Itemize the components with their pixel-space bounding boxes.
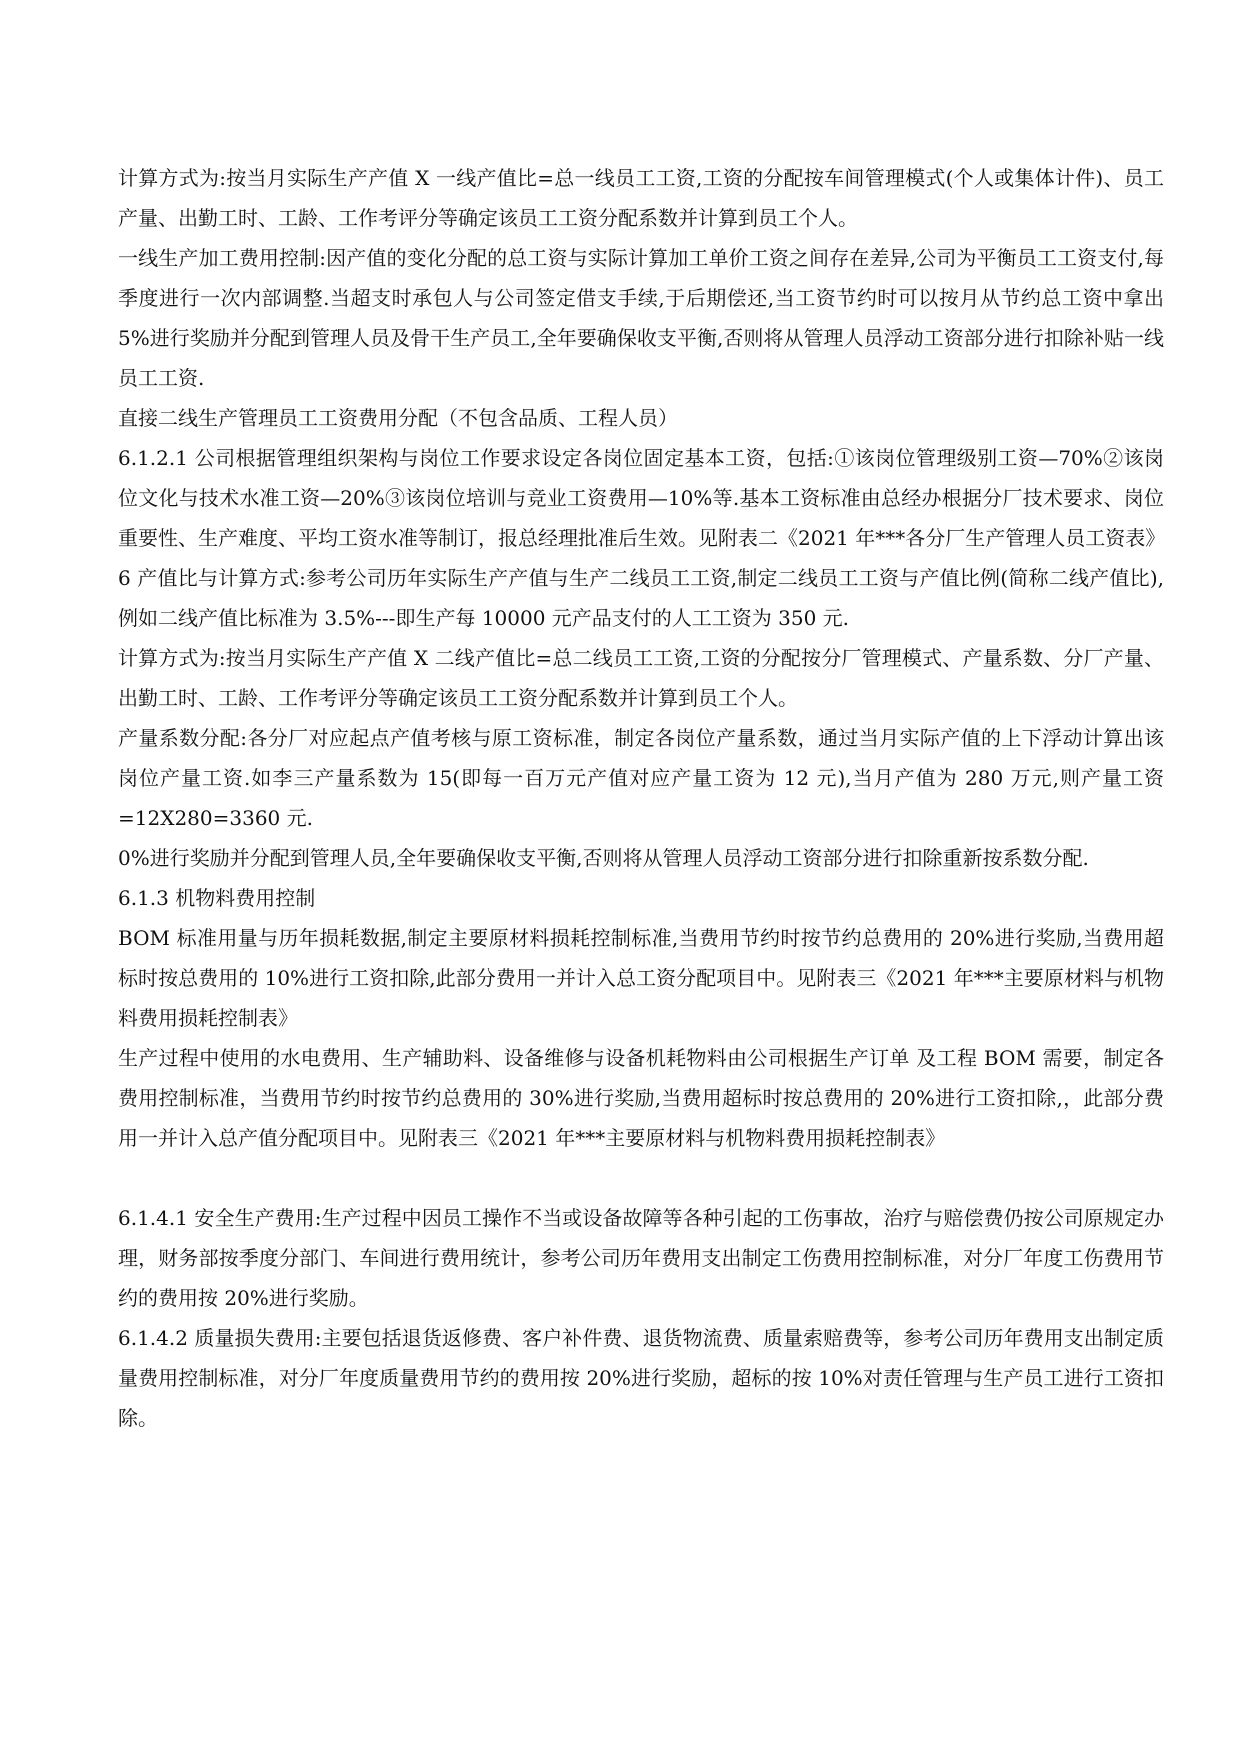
paragraph-output-coefficient: 产量系数分配:各分厂对应起点产值考核与原工资标准，制定各岗位产量系数，通过当月实际产值的上下浮动计算出该岗位产量工资.如李三产量系数为 15(即每一百万元产值对应产量工资为 12 元),当月产值为 280 万元,则产量工资=12X280=3360 元. [118, 726, 1164, 830]
paragraph-reward-allocation: 0%进行奖励并分配到管理人员,全年要确保收支平衡,否则将从管理人员浮动工资部分进行扣除重新按系数分配. [118, 846, 1089, 870]
section-heading-6-1-3: 6.1.3 机物料费用控制 [118, 886, 316, 910]
paragraph-6-1-4-1: 6.1.4.1 安全生产费用:生产过程中因员工操作不当或设备故障等各种引起的工伤事故，治疗与赔偿费仍按公司原规定办理，财务部按季度分部门、车间进行费用统计，参考公司历年费用支出制定工伤费用控制标准，对分厂年度工伤费用节约的费用按 20%进行奖励。 [118, 1206, 1164, 1310]
document-body [118, 158, 1164, 1438]
paragraph-6-1-4-2: 6.1.4.2 质量损失费用:主要包括退货返修费、客户补件费、退货物流费、质量索赔费等，参考公司历年费用支出制定质量费用控制标准，对分厂年度质量费用节约的费用按 20%进行奖励，超标的按 10%对责任管理与生产员工进行工资扣除。 [118, 1326, 1164, 1430]
paragraph-calc-method-line2: 计算方式为:按当月实际生产产值 X 二线产值比=总二线员工工资,工资的分配按分厂管理模式、产量系数、分厂产量、出勤工时、工龄、工作考评分等确定该员工工资分配系数并计算到员工个人。 [118, 646, 1164, 710]
paragraph-calc-method-line1: 计算方式为:按当月实际生产产值 X 一线产值比=总一线员工工资,工资的分配按车间管理模式(个人或集体计件)、员工产量、出勤工时、工龄、工作考评分等确定该员工工资分配系数并计算到员工个人。 [118, 166, 1164, 230]
paragraph-bom-standard: BOM 标准用量与历年损耗数据,制定主要原材料损耗控制标准,当费用节约时按节约总费用的 20%进行奖励,当费用超标时按总费用的 10%进行工资扣除,此部分费用一并计入总工资分配项目中。见附表三《2021 年***主要原材料与机物料费用损耗控制表》 [118, 926, 1164, 1030]
paragraph-line1-cost-control: 一线生产加工费用控制:因产值的变化分配的总工资与实际计算加工单价工资之间存在差异,公司为平衡员工工资支付,每季度进行一次内部调整.当超支时承包人与公司签定借支手续,于后期偿还,当工资节约时可以按月从节约总工资中拿出 5%进行奖励并分配到管理人员及骨干生产员工,全年要确保收支平衡,否则将从管理人员浮动工资部分进行扣除补贴一线员工工资. [118, 246, 1164, 390]
blank-line [118, 1158, 1164, 1198]
paragraph-6-1-2-1: 6.1.2.1 公司根据管理组织架构与岗位工作要求设定各岗位固定基本工资，包括:①该岗位管理级别工资—70%②该岗位文化与技术水准工资—20%③该岗位培训与竞业工资费用—10%等.基本工资标准由总经办根据分厂技术要求、岗位重要性、生产难度、平均工资水准等制订，报总经理批准后生效。见附表二《2021 年***各分厂生产管理人员工资表》 [118, 446, 1166, 550]
paragraph-output-ratio: 6 产值比与计算方式:参考公司历年实际生产产值与生产二线员工工资,制定二线员工工资与产值比例(简称二线产值比),例如二线产值比标准为 3.5%---即生产每 10000 元产品支付的人工工资为 350 元. [118, 566, 1164, 630]
paragraph-line2-salary-heading: 直接二线生产管理员工工资费用分配（不包含品质、工程人员） [118, 406, 678, 430]
paragraph-utilities-cost: 生产过程中使用的水电费用、生产辅助料、设备维修与设备机耗物料由公司根据生产订单 及工程 BOM 需要，制定各费用控制标准，当费用节约时按节约总费用的 30%进行奖励,当费用超标时按总费用的 20%进行工资扣除,，此部分费用一并计入总产值分配项目中。见附表三《2021 年***主要原材料与机物料费用损耗控制表》 [118, 1046, 1164, 1150]
